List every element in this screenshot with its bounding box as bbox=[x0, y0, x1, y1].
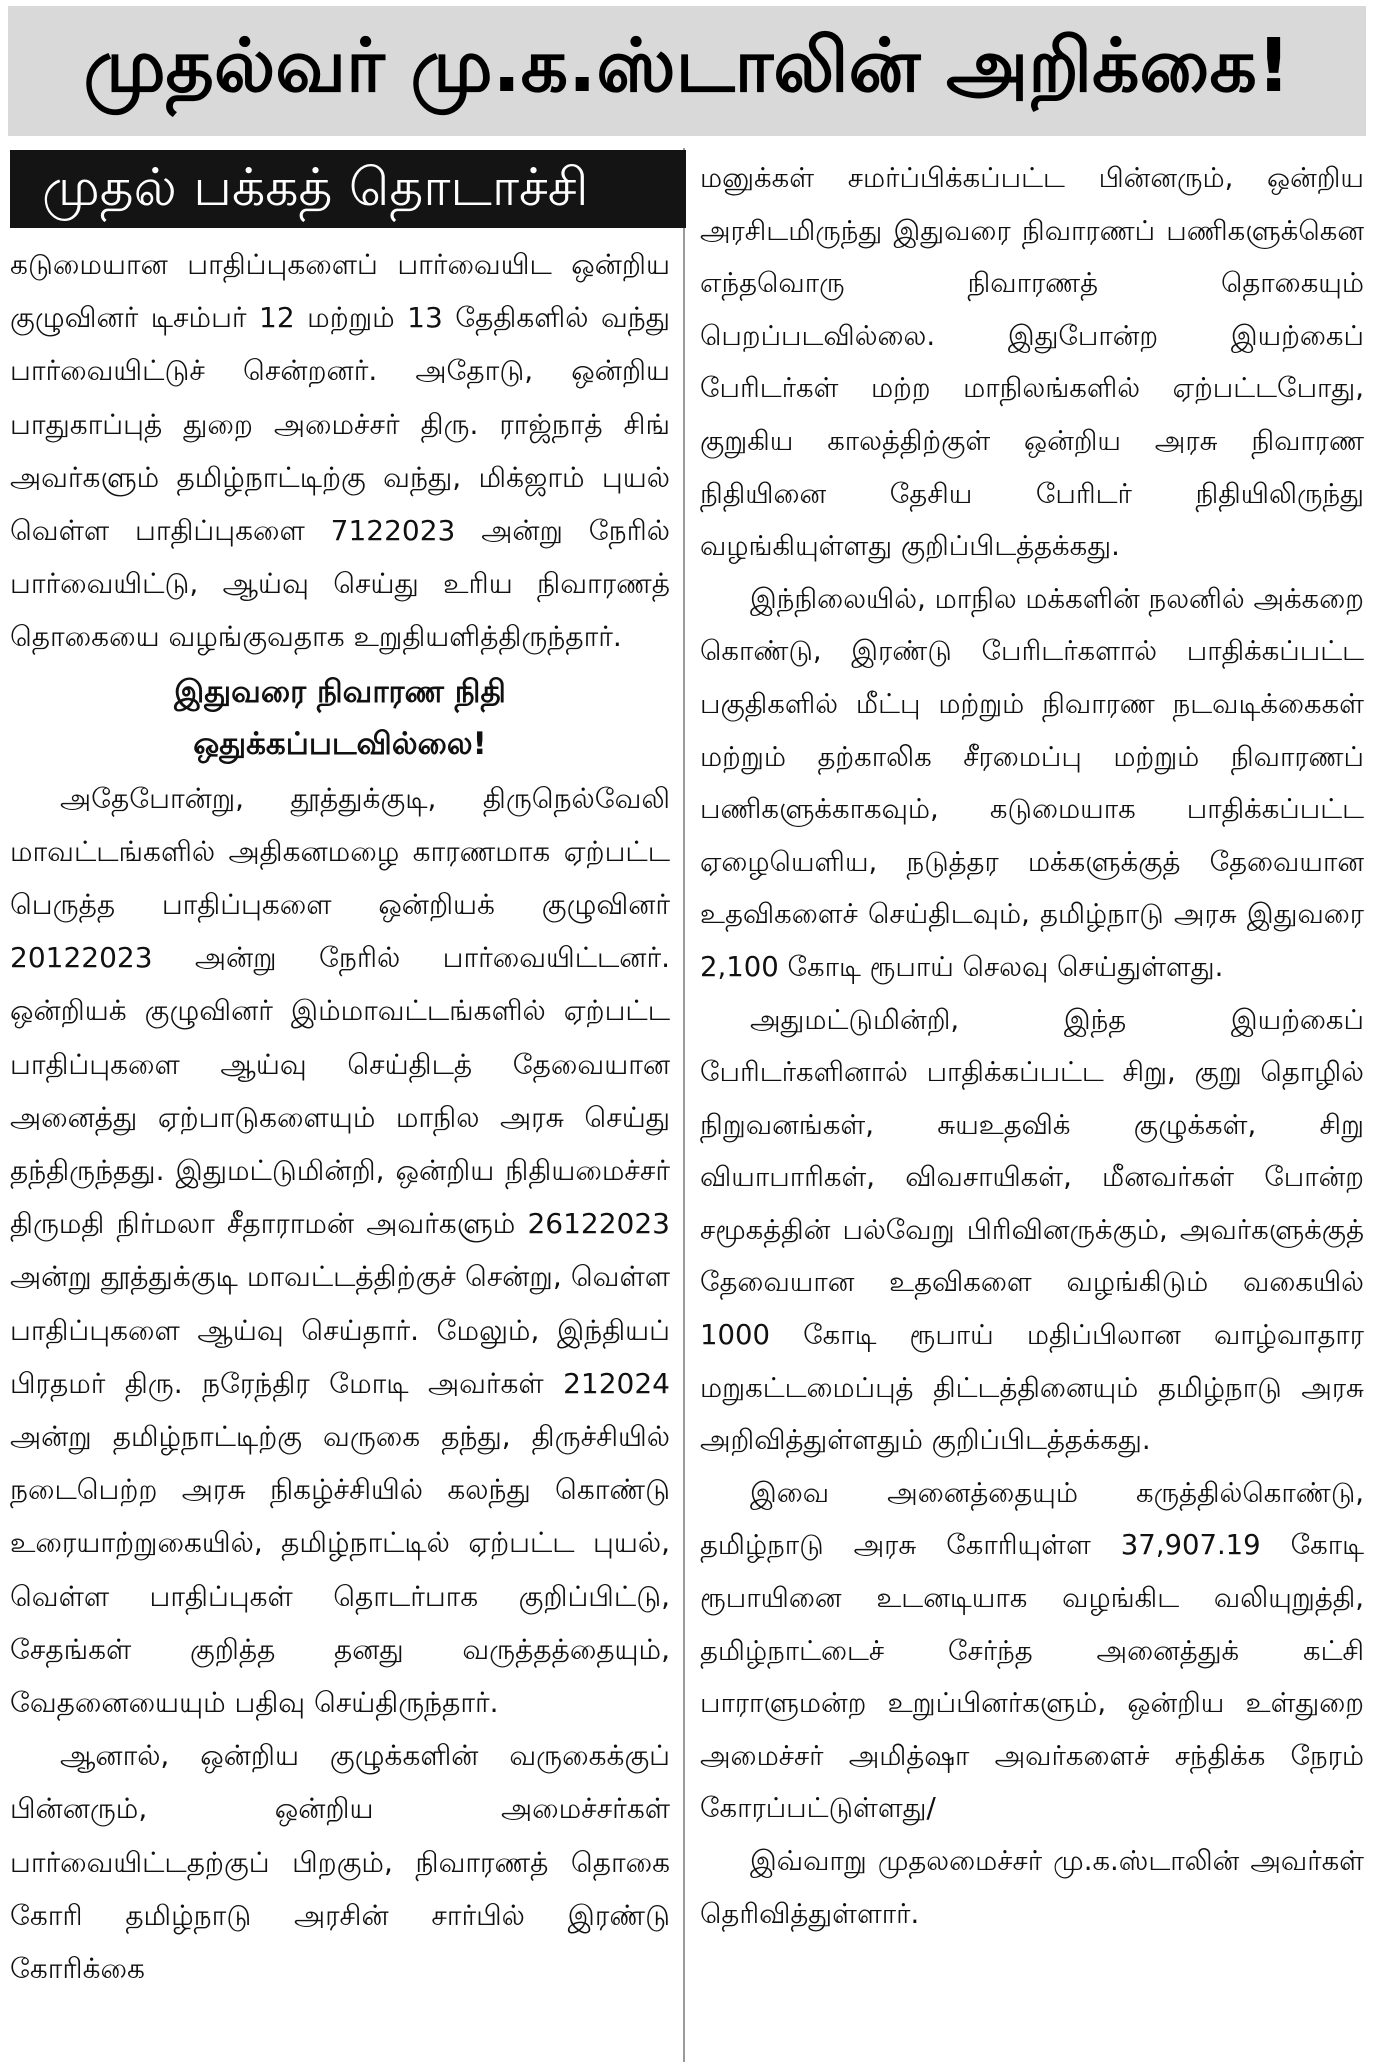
right-paragraph-2: இந்நிலையில், மாநில மக்களின் நலனில் அக்கறை கொண்டு, இரண்டு பேரிடர்களால் பாதிக்கப்பட்ட பகுதிகளில் மீட்பு மற்றும் நிவாரண நடவடிக்கைகள் மற்றும் தற்காலிக சீரமைப்பு மற்றும் நிவாரணப் பணிகளுக்காகவும், கடுமையாக பாதிக்கப்பட்ட ஏழையெளிய, நடுத்தர மக்களுக்குத் தேவையான உதவிகளைச் செய்திடவும், தமிழ்நாடு அரசு இதுவரை 2,100 கோடி ரூபாய் செலவு செய்துள்ளது. bbox=[700, 582, 1364, 983]
subheading bbox=[10, 666, 670, 770]
left-column bbox=[10, 150, 670, 1995]
right-paragraph-3: அதுமட்டுமின்றி, இந்த இயற்கைப் பேரிடர்களினால் பாதிக்கப்பட்ட சிறு, குறு தொழில் நிறுவனங்கள், சுயஉதவிக் குழுக்கள், சிறு வியாபாரிகள், விவசாயிகள், மீனவர்கள் போன்ற சமூகத்தின் பல்வேறு பிரிவினருக்கும், அவர்களுக்குத் தேவையான உதவிகளை வழங்கிடும் வகையில் 1000 கோடி ரூபாய் மதிப்பிலான வாழ்வாதார மறுகட்டமைப்புத் திட்டத்தினையும் தமிழ்நாடு அரசு அறிவித்துள்ளதும் குறிப்பிடத்தக்கது. bbox=[700, 1003, 1364, 1457]
right-paragraph-4: இவை அனைத்தையும் கருத்தில்கொண்டு, தமிழ்நாடு அரசு கோரியுள்ள 37,907.19 கோடி ரூபாயினை உடனடியாக வழங்கிட வலியுறுத்தி, தமிழ்நாட்டைச் சேர்ந்த அனைத்துக் கட்சி பாராளுமன்ற உறுப்பினர்களும், ஒன்றிய உள்துறை அமைச்சர் அமித்ஷா அவர்களைச் சந்திக்க நேரம் கோரப்பட்டுள்ளது/ bbox=[700, 1476, 1364, 1825]
left-paragraph-1: கடுமையான பாதிப்புகளைப் பார்வையிட ஒன்றிய குழுவினர் டிசம்பர் 12 மற்றும் 13 தேதிகளில் வந்து பார்வையிட்டுச் சென்றனர். அதோடு, ஒன்றிய பாதுகாப்புத் துறை அமைச்சர் திரு. ராஜ்நாத் சிங் அவர்களும் தமிழ்நாட்டிற்கு வந்து, மிக்ஜாம் புயல் வெள்ள பாதிப்புகளை 7122023 அன்று நேரில் பார்வையிட்டு, ஆய்வு செய்து உரிய நிவாரணத் தொகையை வழங்குவதாக உறுதியளித்திருந்தார். bbox=[10, 248, 670, 654]
right-column bbox=[700, 152, 1364, 1940]
left-paragraph-3: ஆனால், ஒன்றிய குழுக்களின் வருகைக்குப் பின்னரும், ஒன்றிய அமைச்சர்கள் பார்வையிட்டதற்குப் பிறகும், நிவாரணத் தொகை கோரி தமிழ்நாடு அரசின் சார்பில் இரண்டு கோரிக்கை bbox=[10, 1739, 670, 1986]
headline: முதல்வர் மு.க.ஸ்டாலின் அறிக்கை! bbox=[83, 23, 1291, 109]
continued-label: முதல் பக்கத் தொடாச்சி bbox=[10, 150, 686, 228]
headline-banner bbox=[8, 6, 1366, 136]
subheading-line-2: ஒதுக்கப்படவில்லை! bbox=[193, 725, 487, 762]
right-paragraph-5: இவ்வாறு முதலமைச்சர் மு.க.ஸ்டாலின் அவர்கள் தெரிவித்துள்ளார். bbox=[700, 1845, 1364, 1930]
column-divider bbox=[683, 148, 685, 2062]
subheading-line-1: இதுவரை நிவாரண நிதி bbox=[174, 673, 506, 710]
left-paragraph-2: அதேபோன்று, தூத்துக்குடி, திருநெல்வேலி மாவட்டங்களில் அதிகனமழை காரணமாக ஏற்பட்ட பெருத்த பாதிப்புகளை ஒன்றியக் குழுவினர் 20122023 அன்று நேரில் பார்வையிட்டனர். ஒன்றியக் குழுவினர் இம்மாவட்டங்களில் ஏற்பட்ட பாதிப்புகளை ஆய்வு செய்திடத் தேவையான அனைத்து ஏற்பாடுகளையும் மாநில அரசு செய்து தந்திருந்தது. இதுமட்டுமின்றி, ஒன்றிய நிதியமைச்சர் திருமதி நிர்மலா சீதாராமன் அவர்களும் 26122023 அன்று தூத்துக்குடி மாவட்டத்திற்குச் சென்று, வெள்ள பாதிப்புகளை ஆய்வு செய்தார். மேலும், இந்தியப் பிரதமர் திரு. நரேந்திர மோடி அவர்கள் 212024 அன்று தமிழ்நாட்டிற்கு வருகை தந்து, திருச்சியில் நடைபெற்ற அரசு நிகழ்ச்சியில் கலந்து கொண்டு உரையாற்றுகையில், தமிழ்நாட்டில் ஏற்பட்ட புயல், வெள்ள பாதிப்புகள் தொடர்பாக குறிப்பிட்டு, சேதங்கள் குறித்த தனது வருத்தத்தையும், வேதனையையும் பதிவு செய்திருந்தார். bbox=[10, 781, 670, 1720]
right-paragraph-1: மனுக்கள் சமர்ப்பிக்கப்பட்ட பின்னரும், ஒன்றிய அரசிடமிருந்து இதுவரை நிவாரணப் பணிகளுக்கென எந்தவொரு நிவாரணத் தொகையும் பெறப்படவில்லை. இதுபோன்ற இயற்கைப் பேரிடர்கள் மற்ற மாநிலங்களில் ஏற்பட்டபோது, குறுகிய காலத்திற்குள் ஒன்றிய அரசு நிவாரண நிதியினை தேசிய பேரிடர் நிதியிலிருந்து வழங்கியுள்ளது குறிப்பிடத்தக்கது. bbox=[700, 162, 1364, 563]
